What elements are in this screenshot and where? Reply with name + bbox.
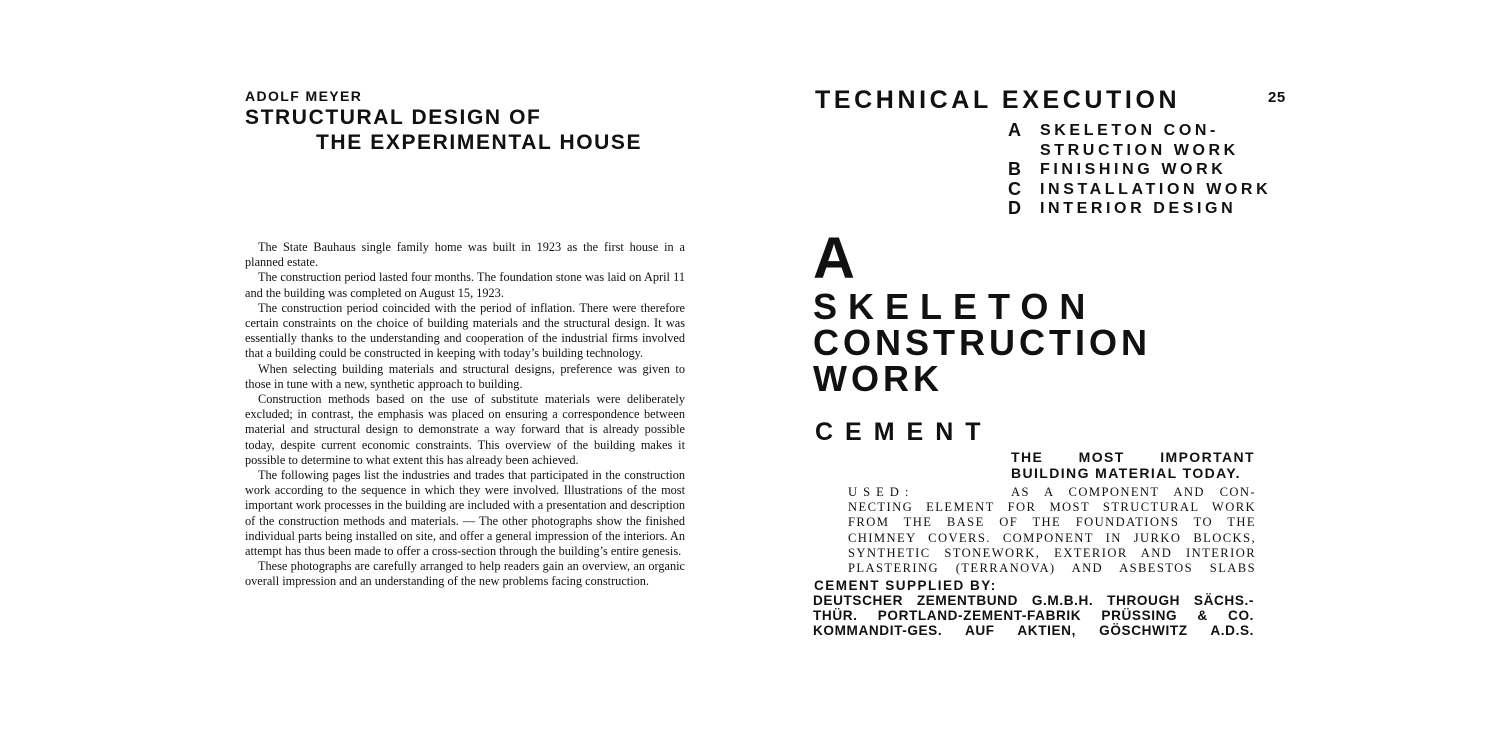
toc-letter: D (1008, 198, 1021, 218)
article-title-line-2: THE EXPERIMENTAL HOUSE (316, 131, 643, 154)
section-title-line-2: CONSTRUCTION (813, 322, 1151, 363)
toc-letter: C (1008, 178, 1021, 199)
material-heading: CEMENT (815, 418, 993, 446)
toc-letter: A (1008, 120, 1021, 140)
page-number: 25 (1268, 89, 1286, 106)
body-paragraph: The State Bauhaus single family home was built in 1923 as the first house in a planned estate. (245, 240, 685, 270)
chapter-heading: TECHNICAL EXECUTION (815, 86, 1181, 114)
body-paragraph: When selecting building materials and structural designs, preference was given to those in tune with a new, synthetic approach to building. (245, 361, 685, 391)
importance-line: THE MOST IMPORTANT (1011, 449, 1255, 465)
toc-item-d (1008, 199, 1255, 219)
body-paragraph: The following pages list the industries and trades that participated in the construction work according to the sequence in which they were involved. Illustrations of the most important work processes in the building are included with a presentation and description of the construction methods and materials. — The other photographs show the finished individual parts being installed on site, and offer a general impression of the interiors. An attempt has thus been made to offer a cross-section through the building’s entire genesis. (245, 468, 685, 559)
body-text (245, 240, 685, 590)
usage-line: AS A COMPONENT AND CON- (1011, 485, 1256, 499)
section-title-line-1: SKELETON (813, 286, 1097, 327)
usage-line: CHIMNEY COVERS. COMPONENT IN JURKO BLOCKS, (848, 530, 1256, 545)
toc-letter: B (1008, 159, 1021, 179)
usage-line: PLASTERING (TERRANOVA) AND ASBESTOS SLABS (848, 561, 1256, 576)
importance-line: BUILDING MATERIAL TODAY. (1011, 464, 1241, 481)
material-importance (1011, 450, 1255, 481)
body-paragraph: Construction methods based on the use of substitute materials were deliberately excluded; in contrast, the emphasis was placed on ensuring a correspondence between material and structural design to demonstrate a way forward that is already possible today, despite current economic constraints. This overview of the building makes it possible to determine to what extent this has already been achieved. (245, 392, 685, 467)
body-paragraph: The construction period coincided with the period of inflation. There were therefore certain constraints on the choice of building materials and the structural design. It was essentially thanks to the understanding and cooperation of the industrial firms involved that a building could be constructed in keeping with today’s building technology. (245, 300, 685, 361)
toc-label: INTERIOR DESIGN (1040, 200, 1237, 217)
toc-item-b (1008, 160, 1255, 180)
section-letter: A (813, 226, 855, 291)
body-paragraph: These photographs are carefully arranged to help readers gain an overview, an organic overall impression and an understanding of the new problems facing construction. (245, 559, 685, 589)
usage-first-line (848, 485, 1256, 500)
author-name: ADOLF MEYER (245, 88, 363, 104)
supplier-details (813, 594, 1254, 638)
section-title-line-3: WORK (813, 358, 943, 399)
usage-line: FROM THE BASE OF THE FOUNDATIONS TO THE (848, 515, 1256, 530)
usage-line: SYNTHETIC STONEWORK, EXTERIOR AND INTERIOR (848, 545, 1256, 560)
toc-label: INSTALLATION WORK (1040, 180, 1272, 198)
usage-label: USED: (848, 485, 915, 499)
body-paragraph: The construction period lasted four months. The foundation stone was laid on April 11 and the building was completed on August 15, 1923. (245, 270, 685, 300)
supplier-line: DEUTSCHER ZEMENTBUND G.M.B.H. THROUGH SÄCHS.- (813, 593, 1254, 608)
article-title-line-1: STRUCTURAL DESIGN OF (245, 106, 542, 129)
toc-item-c (1008, 178, 1272, 200)
table-of-contents (1008, 120, 1272, 219)
toc-label: FINISHING WORK (1040, 161, 1227, 178)
toc-label: STRUCTION WORK (1040, 141, 1239, 159)
supplier-line: KOMMANDIT-GES. AUF AKTIEN, GÖSCHWITZ A.D.S. (813, 622, 1254, 638)
usage-line: NECTING ELEMENT FOR MOST STRUCTURAL WORK (848, 500, 1256, 515)
toc-label: SKELETON CON- (1040, 122, 1219, 139)
usage-description (848, 485, 1256, 576)
supplier-line: THÜR. PORTLAND-ZEMENT-FABRIK PRÜSSING & CO. (813, 607, 1254, 623)
toc-item-a (1008, 121, 1255, 160)
supplier-label: CEMENT SUPPLIED BY: (814, 578, 997, 593)
